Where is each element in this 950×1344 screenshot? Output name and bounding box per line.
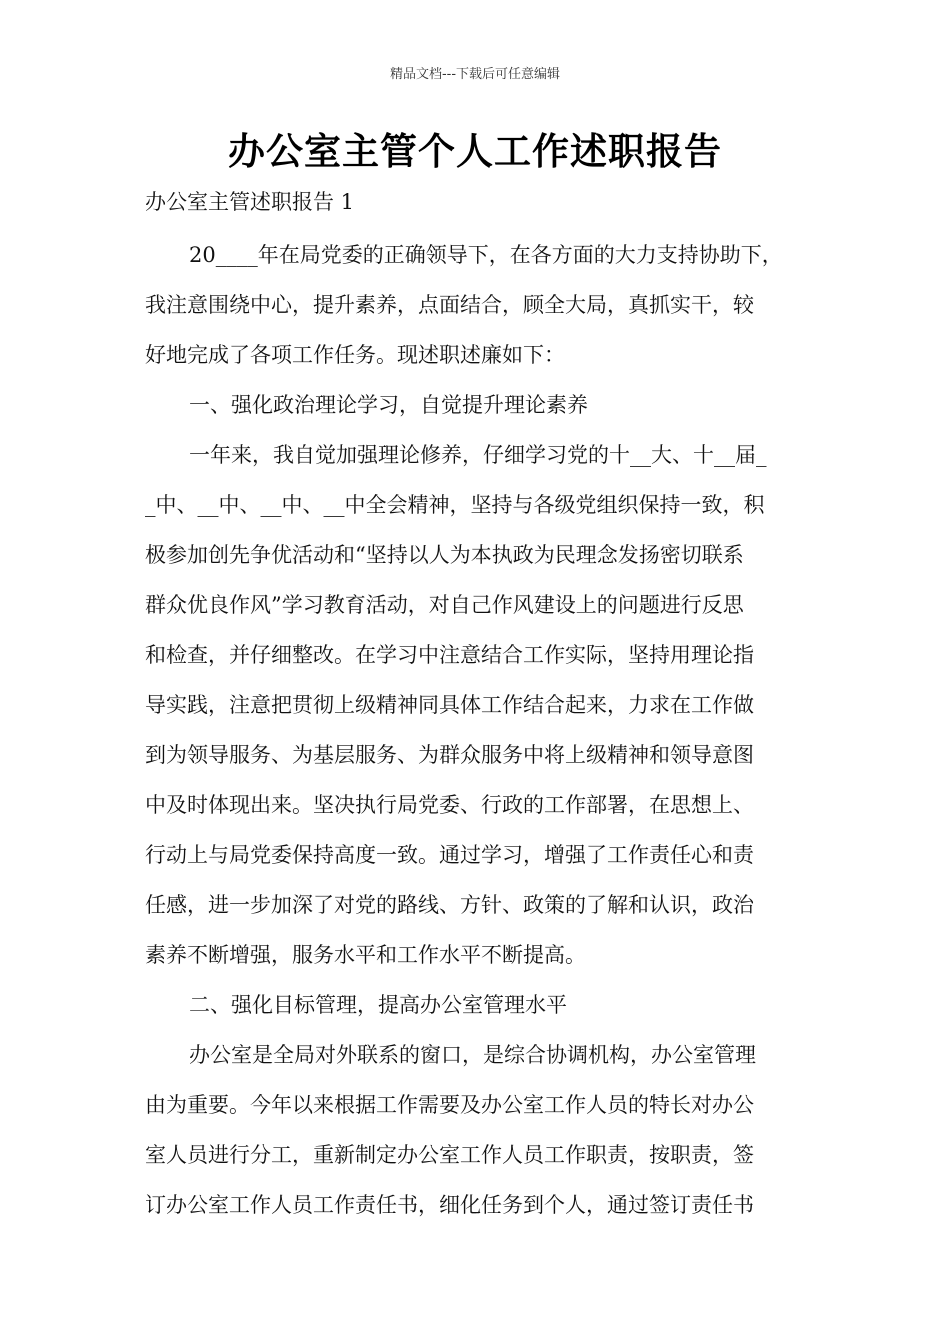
- paragraph-line: _中、__中、__中、__中全会精神，坚持与各级党组织保持一致，积: [145, 493, 765, 517]
- paragraph-line: 群众优良作风”学习教育活动，对自己作风建设上的问题进行反思: [145, 593, 744, 617]
- paragraph-line: 20____年在局党委的正确领导下，在各方面的大力支持协助下，: [189, 243, 783, 267]
- document-title: 办公室主管个人工作述职报告: [228, 130, 722, 173]
- paragraph-line: 室人员进行分工，重新制定办公室工作人员工作职责，按职责，签: [145, 1143, 754, 1167]
- paragraph-line: 素养不断增强，服务水平和工作水平不断提高。: [145, 943, 586, 967]
- document-subtitle: 办公室主管述职报告 1: [145, 190, 355, 214]
- paragraph-line: 行动上与局党委保持高度一致。通过学习，增强了工作责任心和责: [145, 843, 754, 867]
- paragraph-line: 办公室是全局对外联系的窗口，是综合协调机构，办公室管理: [189, 1043, 756, 1067]
- paragraph-line: 订办公室工作人员工作责任书，细化任务到个人，通过签订责任书: [145, 1193, 754, 1217]
- section-heading: 一、强化政治理论学习，自觉提升理论素养: [189, 393, 588, 417]
- paragraph-line: 极参加创先争优活动和“坚持以人为本执政为民理念发扬密切联系: [145, 543, 744, 567]
- paragraph-line: 和检查，并仔细整改。在学习中注意结合工作实际，坚持用理论指: [145, 643, 754, 667]
- paragraph-line: 好地完成了各项工作任务。现述职述廉如下：: [145, 343, 565, 367]
- paragraph-line: 一年来，我自觉加强理论修养，仔细学习党的十__大、十__届_: [189, 443, 767, 467]
- paragraph-line: 我注意围绕中心，提升素养，点面结合，顾全大局，真抓实干，较: [145, 293, 754, 317]
- section-heading: 二、强化目标管理，提高办公室管理水平: [189, 993, 567, 1017]
- paragraph-line: 任感，进一步加深了对党的路线、方针、政策的了解和认识，政治: [145, 893, 754, 917]
- paragraph-line: 导实践，注意把贯彻上级精神同具体工作结合起来，力求在工作做: [145, 693, 754, 717]
- document-body: [145, 180, 825, 1230]
- paragraph-line: 到为领导服务、为基层服务、为群众服务中将上级精神和领导意图: [145, 743, 754, 767]
- paragraph-line: 由为重要。今年以来根据工作需要及办公室工作人员的特长对办公: [145, 1093, 754, 1117]
- paragraph-line: 中及时体现出来。坚决执行局党委、行政的工作部署，在思想上、: [145, 793, 754, 817]
- header-note: 精品文档---下载后可任意编辑: [389, 67, 561, 82]
